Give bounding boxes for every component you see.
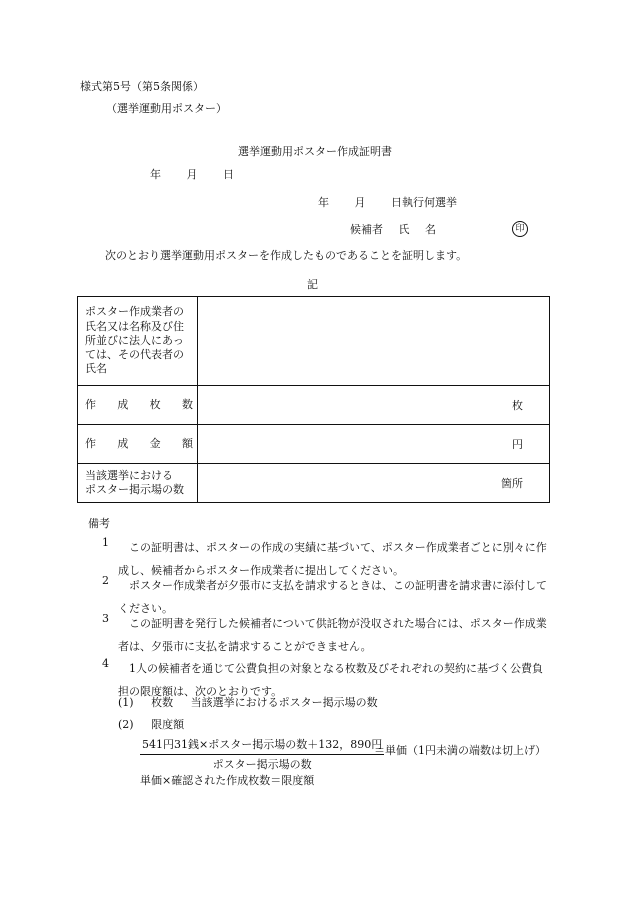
quantity-label bbox=[78, 386, 198, 425]
note-number: 2 bbox=[102, 574, 109, 587]
certification-statement: 次のとおり選挙運動用ポスターを作成したものであることを証明します。 bbox=[105, 249, 468, 262]
certificate-table bbox=[77, 296, 550, 503]
form-number: 様式第5号（第5条関係） bbox=[80, 80, 204, 93]
limit-formula: 単価×確認された作成枚数＝限度額 bbox=[140, 774, 315, 787]
amount-label-char: 額 bbox=[181, 436, 193, 450]
amount-unit: 円 bbox=[198, 425, 550, 464]
note-number: 4 bbox=[102, 657, 109, 670]
poster-maker-label: ポスター作成業者の氏名又は名称及び住所並びに法人にあっては、その代表者の氏名 bbox=[78, 297, 198, 386]
quantity-label-char: 枚 bbox=[149, 397, 161, 411]
amount-label-char: 金 bbox=[149, 436, 161, 450]
quantity-label-char: 成 bbox=[117, 397, 129, 411]
sub-item-number: (1) bbox=[118, 696, 134, 709]
note-text: この証明書は、ポスターの作成の実績に基づいて、ポスター作成業者ごとに別々に作成し、候補者からポスター作成業者に提出してください。 bbox=[118, 541, 547, 577]
table-row bbox=[78, 297, 550, 386]
election-month: 月 bbox=[354, 196, 366, 209]
amount-label-char: 作 bbox=[85, 436, 96, 450]
formula-numerator: 541円31銭×ポスター掲示場の数＋132，890円 bbox=[140, 736, 384, 755]
sub-item-label: 枚数 bbox=[151, 696, 174, 709]
quantity-unit: 枚 bbox=[198, 386, 550, 425]
ki-heading: 記 bbox=[307, 278, 318, 291]
poster-maker-value bbox=[198, 297, 550, 386]
document-title: 選挙運動用ポスター作成証明書 bbox=[238, 145, 392, 158]
form-subtitle: （選挙運動用ポスター） bbox=[106, 102, 227, 115]
table-row bbox=[78, 464, 550, 503]
formula-denominator: ポスター掲示場の数 bbox=[212, 758, 312, 771]
amount-label-char: 成 bbox=[117, 436, 129, 450]
board-count-label: 当該選挙における ポスター掲示場の数 bbox=[78, 464, 198, 503]
candidate-name-label: 氏 bbox=[398, 223, 410, 236]
date-month: 月 bbox=[186, 168, 198, 181]
table-row bbox=[78, 425, 550, 464]
candidate-label: 候補者 bbox=[350, 223, 383, 236]
table-row bbox=[78, 386, 550, 425]
amount-label bbox=[78, 425, 198, 464]
notes-heading: 備考 bbox=[88, 517, 110, 530]
unit-price-formula bbox=[140, 736, 384, 772]
date-year: 年 bbox=[150, 168, 161, 181]
issue-date bbox=[150, 168, 234, 181]
candidate-name-label2: 名 bbox=[425, 223, 436, 236]
formula-result: ＝単価（1円未満の端数は切上げ） bbox=[374, 744, 546, 757]
board-count-unit: 箇所 bbox=[198, 464, 550, 503]
sub-item-number: (2) bbox=[118, 718, 134, 731]
candidate-line bbox=[350, 223, 436, 236]
sub-item-label: 限度額 bbox=[151, 718, 185, 731]
note-number: 1 bbox=[102, 536, 109, 549]
sub-item-limit bbox=[118, 718, 184, 731]
sub-item-text: 当該選挙におけるポスター掲示場の数 bbox=[190, 696, 378, 709]
election-text: 日執行何選挙 bbox=[391, 196, 457, 209]
seal-mark: 印 bbox=[512, 221, 528, 237]
election-date bbox=[318, 196, 457, 209]
note-text: 1人の候補者を通じて公費負担の対象となる枚数及びそれぞれの契約に基づく公費負担の限度額は、次のとおりです。 bbox=[118, 662, 543, 698]
date-day: 日 bbox=[223, 168, 234, 181]
election-year: 年 bbox=[318, 196, 329, 209]
note-text: ポスター作成業者が夕張市に支払を請求するときは、この証明書を請求書に添付してください。 bbox=[118, 579, 547, 615]
quantity-label-char: 数 bbox=[181, 397, 193, 411]
note-text: この証明書を発行した候補者について供託物が没収された場合には、ポスター作成業者は、夕張市に支払を請求することができません。 bbox=[118, 617, 547, 653]
sub-item-quantity bbox=[118, 696, 378, 709]
quantity-label-char: 作 bbox=[85, 397, 96, 411]
note-number: 3 bbox=[102, 612, 109, 625]
